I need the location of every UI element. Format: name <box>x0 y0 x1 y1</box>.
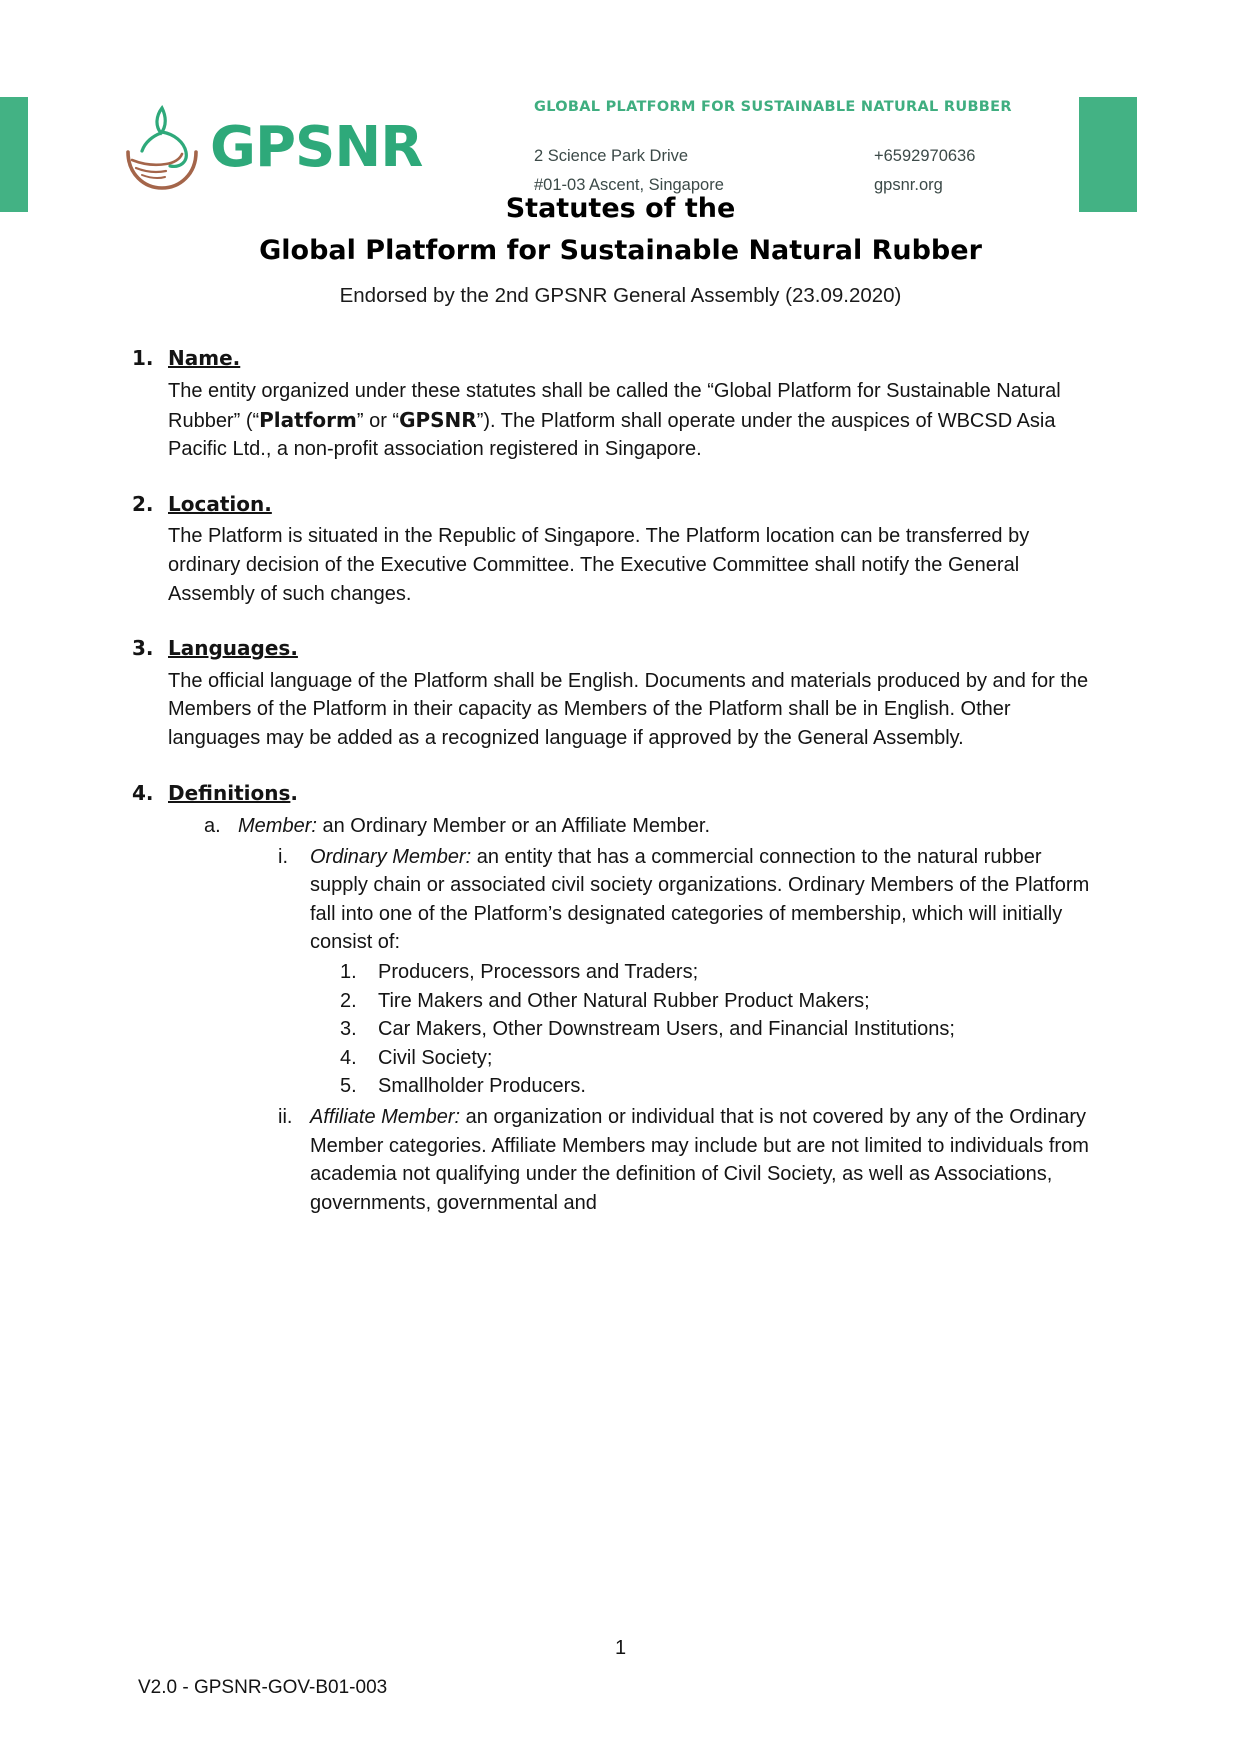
section-number: 3. <box>132 636 154 661</box>
definition-item-ordinary-member <box>278 843 1103 1101</box>
gpsnr-logo <box>112 98 422 198</box>
membership-categories-list <box>310 958 1103 1101</box>
list-item-label: Tire Makers and Other Natural Rubber Product Makers; <box>378 989 870 1012</box>
list-marker: 5. <box>340 1075 357 1098</box>
list-item <box>340 1044 1103 1073</box>
address-line-2: #01-03 Ascent, Singapore <box>534 176 724 195</box>
phone-number: +6592970636 <box>874 147 976 165</box>
section-name <box>132 344 1103 463</box>
text-run: ” or “ <box>356 409 400 432</box>
defined-term: Affiliate Member: <box>310 1106 461 1129</box>
website-url[interactable]: gpsnr.org <box>874 176 943 195</box>
document-body <box>0 344 1241 1217</box>
list-marker: a. <box>204 815 221 838</box>
emphasis-gpsnr: GPSNR <box>399 407 477 432</box>
contact-details <box>534 145 1024 197</box>
page-number: 1 <box>614 1637 627 1659</box>
document-code: V2.0 - GPSNR-GOV-B01-003 <box>138 1677 388 1698</box>
list-item <box>340 958 1103 987</box>
defined-term: Ordinary Member: <box>310 845 472 868</box>
section-title: Languages. <box>168 636 298 661</box>
definition-item-member <box>204 812 1103 1217</box>
text-run: The entity organized under these statutes shall be called the “Global Platform for Sustainable Natural Rubber” (“ <box>168 379 1061 432</box>
section-title: Definitions. <box>168 780 298 805</box>
section-heading <box>132 634 1103 664</box>
defined-term: Member: <box>238 815 317 838</box>
list-item <box>340 1015 1103 1044</box>
section-paragraph: The official language of the Platform shall be English. Documents and materials produced by and for the Members of the Platform in their capacity as Members of the Platform shall be in English. Other languages may be added as a recognized language if approved by the General Assembly. <box>168 669 1089 749</box>
list-item-label: Smallholder Producers. <box>378 1075 586 1098</box>
page-header <box>0 0 1241 195</box>
section-number: 4. <box>132 780 154 805</box>
heading-period: . <box>290 780 298 805</box>
section-heading <box>132 779 1103 809</box>
accent-bar-right <box>1079 97 1137 212</box>
page-subtitle: Endorsed by the 2nd GPSNR General Assembly (23.09.2020) <box>339 283 902 307</box>
definition-item-affiliate-member <box>278 1103 1103 1217</box>
definition-text: an entity that has a commercial connection to the natural rubber supply chain or associated civil society organizations. Ordinary Members of the Platform fall into one of the Platform’s designated categories of membership, which will initially consist of: <box>310 845 1090 954</box>
section-number: 2. <box>132 491 154 516</box>
section-languages <box>132 634 1103 752</box>
section-definitions <box>132 779 1103 1218</box>
list-marker: 1. <box>340 961 357 984</box>
address-line-1: 2 Science Park Drive <box>534 147 689 165</box>
list-item-label: Producers, Processors and Traders; <box>378 961 699 984</box>
list-marker: ii. <box>278 1106 293 1129</box>
accent-bar-left <box>0 97 28 212</box>
list-marker: 4. <box>340 1046 357 1069</box>
list-item <box>340 987 1103 1016</box>
list-marker: 2. <box>340 989 357 1012</box>
section-heading <box>132 344 1103 374</box>
text-run: ”). The Platform shall operate under the auspices of WBCSD Asia Pacific Ltd., a non-profit association registered in Singapore. <box>168 409 1056 461</box>
page-title-line-1: Statutes of the <box>505 193 736 224</box>
section-title: Name. <box>168 346 241 371</box>
list-item <box>340 1072 1103 1101</box>
header-contact-block <box>534 99 1024 197</box>
page-title-line-2: Global Platform for Sustainable Natural Rubber <box>259 234 982 266</box>
organization-name: GLOBAL PLATFORM FOR SUSTAINABLE NATURAL RUBBER <box>534 99 1012 115</box>
list-item-label: Civil Society; <box>378 1046 493 1069</box>
list-marker: 3. <box>340 1018 357 1041</box>
hand-holding-leaf-icon <box>112 102 208 194</box>
section-heading <box>132 490 1103 520</box>
definition-text: an Ordinary Member or an Affiliate Member. <box>316 815 711 838</box>
list-item-label: Car Makers, Other Downstream Users, and Financial Institutions; <box>378 1018 955 1041</box>
section-location <box>132 490 1103 608</box>
section-paragraph <box>168 377 1103 464</box>
definition-text: an organization or individual that is not covered by any of the Ordinary Member categories. Affiliate Members may include but are not limited to individuals from academia not qualifying under the definition of Civil Society, as well as Associations, governments, governmental and <box>310 1106 1089 1214</box>
section-title: Location. <box>168 491 272 516</box>
logo-wordmark: GPSNR <box>210 115 423 180</box>
section-number: 1. <box>132 346 154 371</box>
list-marker: i. <box>278 845 288 868</box>
section-paragraph: The Platform is situated in the Republic of Singapore. The Platform location can be transferred by ordinary decision of the Executive Committee. The Executive Committee shall notify the General Assembly of such changes. <box>168 525 1030 605</box>
document-title-block <box>0 188 1241 310</box>
emphasis-platform: Platform <box>259 407 357 432</box>
